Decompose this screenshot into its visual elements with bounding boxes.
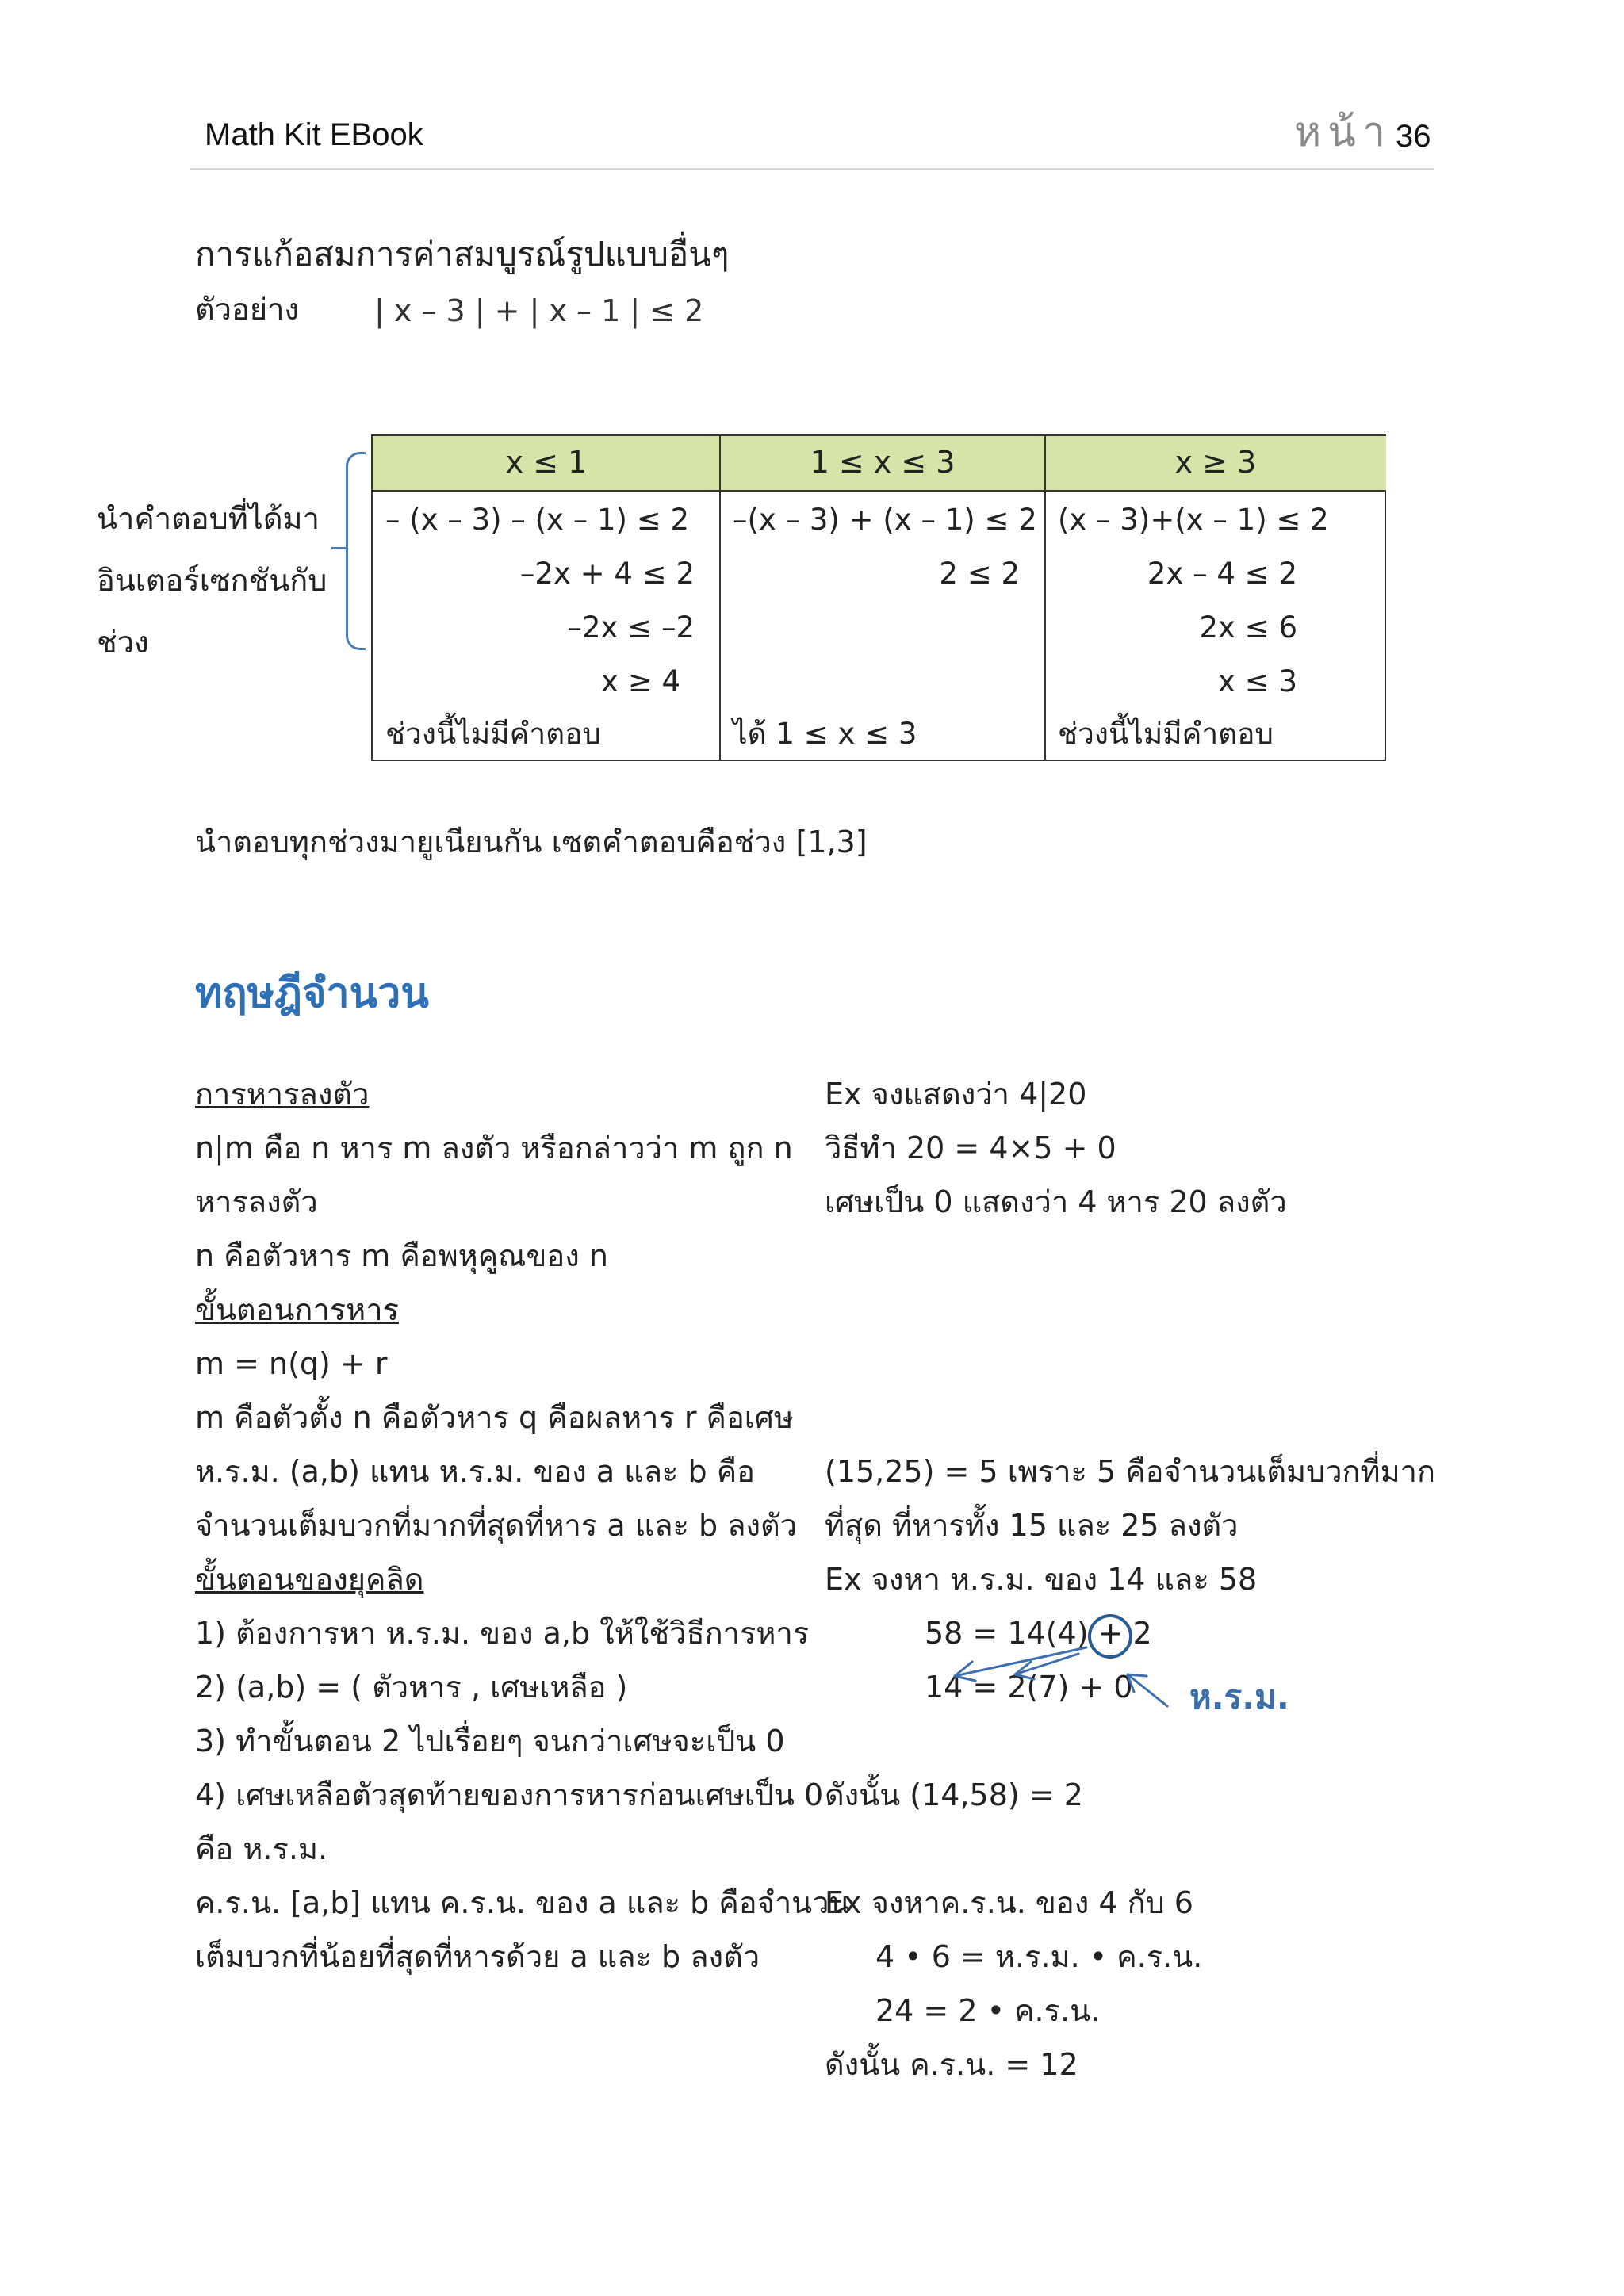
hrm-annotation: ห.ร.ม.: [1189, 1678, 1289, 1716]
subheading: ขั้นตอนการหาร: [195, 1292, 399, 1327]
subheading: ขั้นตอนของยุคลิด: [195, 1562, 424, 1597]
page-word: หน้า: [1294, 109, 1392, 156]
example-line: 4 • 6 = ห.ร.ม. • ค.ร.น.: [875, 1939, 1203, 1974]
example-line: ดังนั้น ค.ร.น. = 12: [825, 2047, 1078, 2082]
side-note-line: ช่วง: [97, 625, 149, 660]
body-line: ห.ร.ม. (a,b) แทน ห.ร.ม. ของ a และ b คือ: [195, 1454, 755, 1489]
example-line: Ex จงแสดงว่า 4|20: [825, 1077, 1087, 1112]
table-header-cell: 1 ≤ x ≤ 3: [720, 436, 1045, 492]
topic-heading: การแก้อสมการค่าสมบูรณ์รูปแบบอื่นๆ: [195, 235, 730, 274]
example-label: ตัวอย่าง: [195, 292, 299, 327]
example-line: Ex จงหาค.ร.น. ของ 4 กับ 6: [825, 1885, 1193, 1920]
side-note-line: อินเตอร์เซกชันกับ: [97, 563, 327, 598]
table-cell: 2x ≤ 6: [1199, 610, 1297, 645]
table-cell: ช่วงนี้ไม่มีคำตอบ: [1058, 717, 1274, 751]
body-line: 1) ต้องการหา ห.ร.ม. ของ a,b ให้ใช้วิธีการหาร: [195, 1616, 810, 1651]
body-line: n คือตัวหาร m คือพหุคูณของ n: [195, 1238, 608, 1273]
example-line: 58 = 14(4) + 2: [925, 1616, 1152, 1651]
example-formula: | x – 3 | + | x – 1 | ≤ 2: [374, 293, 704, 328]
table-cell: (x – 3)+(x – 1) ≤ 2: [1058, 503, 1329, 537]
example-line: วิธีทำ 20 = 4×5 + 0: [825, 1131, 1116, 1165]
example-line: 24 = 2 • ค.ร.น.: [875, 1993, 1101, 2028]
body-line: หารลงตัว: [195, 1184, 318, 1219]
table-cell: –2x ≤ –2: [567, 610, 695, 645]
table-cell: ได้ 1 ≤ x ≤ 3: [733, 717, 917, 751]
example-line: (15,25) = 5 เพราะ 5 คือจำนวนเต็มบวกที่มาก: [825, 1454, 1435, 1489]
table-cell: 2 ≤ 2: [939, 557, 1020, 591]
case-table: [371, 434, 1386, 761]
table-header-cell: x ≥ 3: [1045, 436, 1386, 492]
body-line: 3) ทำขั้นตอน 2 ไปเรื่อยๆ จนกว่าเศษจะเป็น 0: [195, 1724, 785, 1758]
example-line: 14 = 2(7) + 0: [925, 1670, 1133, 1705]
example-line: Ex จงหา ห.ร.ม. ของ 14 และ 58: [825, 1562, 1258, 1597]
table-divider: [719, 436, 721, 760]
table-divider: [1044, 436, 1046, 760]
header-divider: [190, 168, 1434, 170]
body-line: ค.ร.น. [a,b] แทน ค.ร.น. ของ a และ b คือจำนวน: [195, 1885, 850, 1920]
table-cell: –2x + 4 ≤ 2: [519, 557, 695, 591]
table-header-cell: x ≤ 1: [373, 436, 720, 492]
body-line: n|m คือ n หาร m ลงตัว หรือกล่าวว่า m ถูก n: [195, 1131, 793, 1165]
table-cell: –(x – 3) + (x – 1) ≤ 2: [733, 503, 1037, 537]
body-line: m คือตัวตั้ง n คือตัวหาร q คือผลหาร r คือเศษ: [195, 1400, 794, 1435]
curly-bracket: [346, 452, 366, 650]
body-line: จำนวนเต็มบวกที่มากที่สุดที่หาร a และ b ลงตัว: [195, 1508, 798, 1543]
example-line: เศษเป็น 0 แสดงว่า 4 หาร 20 ลงตัว: [825, 1184, 1287, 1219]
body-line: 4) เศษเหลือตัวสุดท้ายของการหารก่อนเศษเป็น 0: [195, 1777, 824, 1812]
side-note-line: นำคำตอบที่ได้มา: [97, 501, 320, 536]
section-title: ทฤษฎีจำนวน: [195, 970, 429, 1017]
body-line: m = n(q) + r: [195, 1346, 388, 1381]
example-line: ที่สุด ที่หารทั้ง 15 และ 25 ลงตัว: [825, 1508, 1239, 1543]
example-line: ดังนั้น (14,58) = 2: [825, 1777, 1083, 1812]
page-number: 36: [1396, 119, 1431, 154]
ebook-title: Math Kit EBook: [205, 117, 423, 152]
conclusion-text: นำตอบทุกช่วงมายูเนียนกัน เซตคำตอบคือช่วง [1,3]: [195, 825, 868, 859]
body-line: เต็มบวกที่น้อยที่สุดที่หารด้วย a และ b ลงตัว: [195, 1939, 760, 1974]
table-cell: x ≥ 4: [601, 664, 680, 698]
table-cell: ช่วงนี้ไม่มีคำตอบ: [385, 717, 601, 751]
body-line: 2) (a,b) = ( ตัวหาร , เศษเหลือ ): [195, 1670, 628, 1705]
table-cell: – (x – 3) – (x – 1) ≤ 2: [385, 503, 690, 537]
body-line: คือ ห.ร.ม.: [195, 1831, 328, 1866]
bracket-tip: [331, 547, 347, 549]
table-cell: 2x – 4 ≤ 2: [1147, 557, 1297, 591]
subheading: การหารลงตัว: [195, 1077, 370, 1112]
table-cell: x ≤ 3: [1218, 664, 1297, 698]
